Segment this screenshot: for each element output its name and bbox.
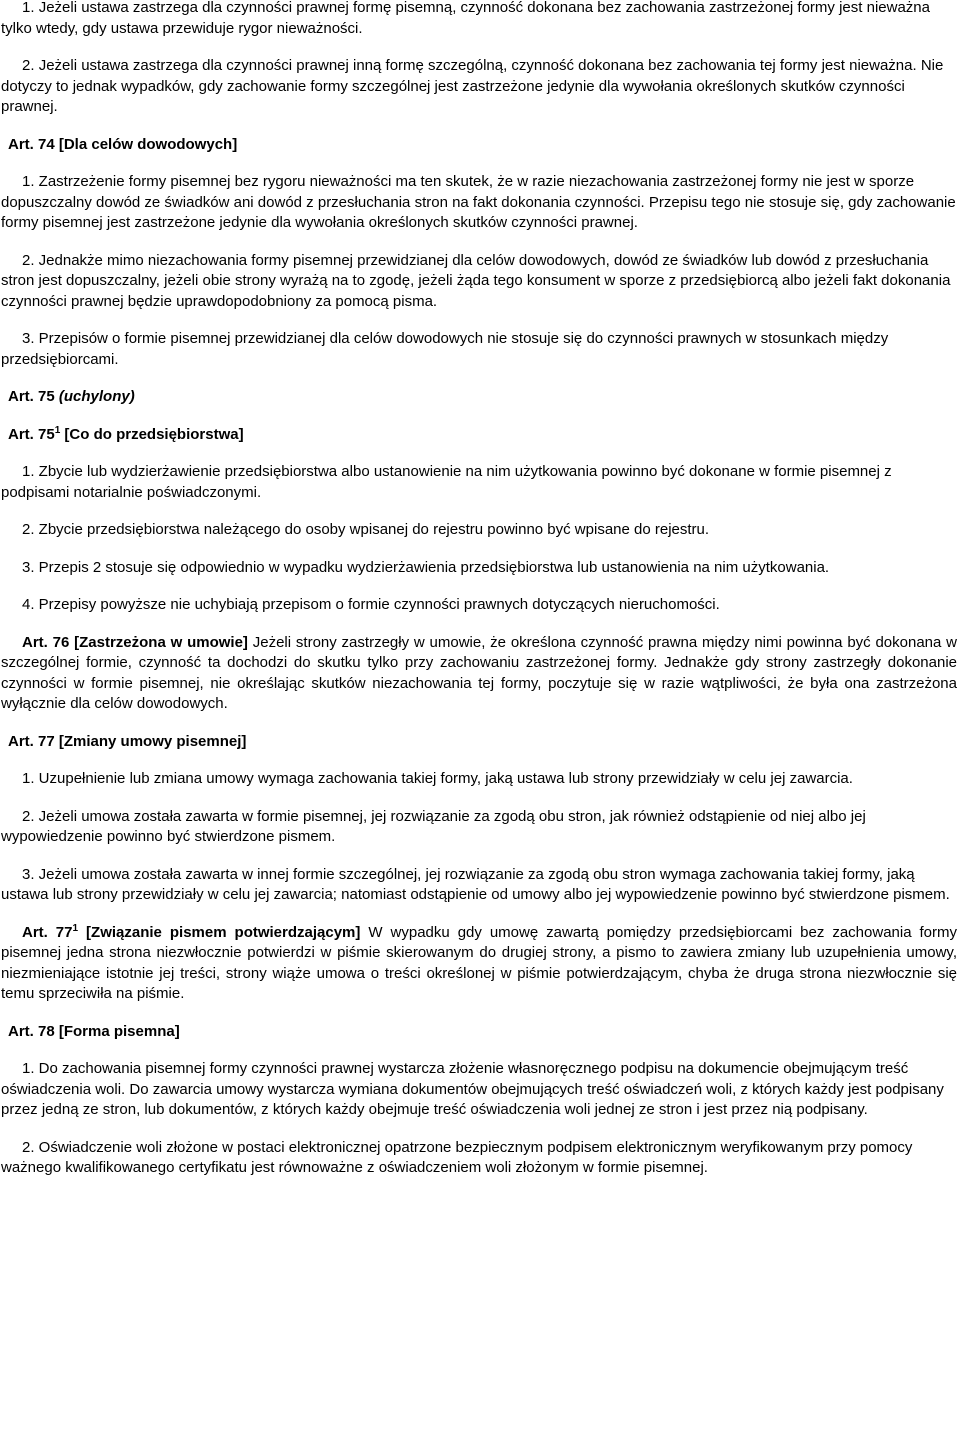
paragraph-text: 2. Oświadczenie woli złożone w postaci elektronicznej opatrzone bezpiecznym podpisem elektronicznym weryfikowanym przy pomocy ważnego kwalifikowanego certyfikatu jest równoważne z oświadczeniem woli złożonym w formie pisemnej. [1, 1138, 913, 1176]
paragraph-text: Jeżeli ustawa zastrzega dla czynności prawnej inną formę szczególną, czynność dokonana bez zachowania tej formy jest nieważna. Nie dotyczy to jednak wypadków, gdy zachowanie formy szczególnej jest zastrzeżone jedynie dla wywołania określonych skutków czynności prawnej. [1, 57, 944, 115]
article-78-paragraph-2 [1, 1138, 957, 1179]
article-75-1-paragraph-4 [1, 595, 957, 616]
article-74-heading: Art. 74 [Dla celów dowodowych] [8, 135, 238, 153]
article-78-paragraph-1 [1, 1059, 957, 1121]
article-74-paragraph-1 [1, 172, 957, 234]
article-label: Art. 75 [8, 425, 55, 443]
article-76-text: Jeżeli strony zastrzegły w umowie, że określona czynność prawna między nimi powinna być dokonana w szczególnej formie, czynność ta dochodzi do skutku tylko przy zachowaniu zastrzeżonej formy. Jednakże gdy strony zastrzegły dokonanie czynności w formie pisemnej, nie określając skutków niezachowania tej formy, poczytuje się w razie wątpliwości, że była ona zastrzeżona wyłącznie dla celów dowodowych. [1, 633, 958, 712]
article-75-1-paragraph-2 [1, 520, 957, 541]
paragraph-text: 2. Zbycie przedsiębiorstwa należącego do osoby wpisanej do rejestru powinno być wpisane do rejestru. [22, 521, 710, 538]
paragraph-text: 2. Jednakże mimo niezachowania formy pisemnej przewidzianej dla celów dowodowych, dowód ze świadków lub dowód z przesłuchania stron jest dopuszczalny, jeżeli obie strony wyrażą na to zgodę, jeżeli żąda tego konsument w sporze z przedsiębiorcą albo jeżeli fakt dokonania czynności prawnej będzie uprawdopodobniony za pomocą pisma. [1, 251, 951, 310]
article-74-paragraph-3 [1, 329, 957, 370]
article-75-heading [1, 387, 957, 408]
article-75-status: (uchylony) [58, 388, 135, 405]
article-75-label: Art. 75 [8, 388, 55, 405]
paragraph-text: Jeżeli ustawa zastrzega dla czynności prawnej formę pisemną, czynność dokonana bez zachowania zastrzeżonej formy jest nieważna tylko wtedy, gdy ustawa przewiduje rygor nieważności. [1, 0, 930, 37]
article-title: [Co do przedsiębiorstwa] [64, 425, 244, 443]
paragraph-text: 3. Przepisów o formie pisemnej przewidzianej dla celów dowodowych nie stosuje się do czynności prawnych w stosunkach między przedsiębiorcami. [1, 330, 889, 368]
paragraph-text: 2. Jeżeli umowa została zawarta w formie pisemnej, jej rozwiązanie za zgodą obu stron, jak również odstąpienie od niej albo jej wypowiedzenie powinno być stwierdzone pismem. [1, 807, 866, 845]
paragraph-text: 1. Zbycie lub wydzierżawienie przedsiębiorstwa albo ustanowienie na nim użytkowania powinno być dokonane w formie pisemnej z podpisami notarialnie poświadczonymi. [1, 463, 892, 501]
article-label: Art. 77 [22, 923, 73, 941]
article-77-1 [1, 923, 957, 1005]
paragraph-2 [1, 56, 957, 118]
article-title: [Związanie pismem potwierdzającym] [86, 923, 361, 941]
article-77-1-text: W wypadku gdy umowę zawartą pomiędzy przedsiębiorcami bez zachowania formy pisemnej jedna strona niezwłocznie potwierdzi w piśmie skierowanym do drugiej strony, a pismo to zawiera zmiany lub uzupełnienia umowy, niezmieniające istotnie jej treści, strony wiąże umowa o treści określonej w piśmie potwierdzającym, chyba że druga strona niezwłocznie się temu sprzeciwiła na piśmie. [1, 923, 958, 1002]
paragraph-number: 1. [22, 0, 35, 16]
article-76 [1, 633, 957, 715]
paragraph-text: 1. Do zachowania pisemnej formy czynności prawnej wystarcza złożenie własnoręcznego podpisu na dokumencie obejmującym treść oświadczenia woli. Do zawarcia umowy wystarcza wymiana dokumentów obejmujących treść oświadczeń woli, z których każdy jest podpisany przez jedną ze stron, lub dokumentów, z których każdy obejmuje treść oświadczenia woli jednej ze stron i jest przez nią podpisany. [1, 1060, 944, 1118]
paragraph-text: 3. Przepis 2 stosuje się odpowiednio w wypadku wydzierżawienia przedsiębiorstwa lub ustanowienia na nim użytkowania. [22, 558, 830, 576]
article-75-1-paragraph-1 [1, 462, 957, 503]
document-page [1, 0, 957, 1196]
paragraph-number: 2. [22, 57, 35, 74]
article-77-paragraph-1 [1, 769, 957, 790]
article-superscript: 1 [72, 922, 79, 934]
article-superscript: 1 [54, 424, 61, 436]
paragraph-text: 3. Jeżeli umowa została zawarta w innej formie szczególnej, jej rozwiązanie za zgodą obu stron wymaga zachowania takiej formy, jaką ustawa lub strony przewidziały w celu jej zawarcia; natomiast odstąpienie od umowy albo jej wypowiedzenie powinno być stwierdzone pismem. [1, 865, 950, 903]
article-74-paragraph-2 [1, 251, 957, 313]
paragraph-text: 1. Uzupełnienie lub zmiana umowy wymaga zachowania takiej formy, jaką ustawa lub strony przewidziały w celu jej zawarcia. [22, 770, 853, 787]
paragraph-text: 1. Zastrzeżenie formy pisemnej bez rygoru nieważności ma ten skutek, że w razie niezachowania zastrzeżonej formy nie jest w sporze dopuszczalny dowód ze świadków ani dowód z przesłuchania stron na fakt dokonania czynności. Przepisu tego nie stosuje się, gdy zachowanie formy pisemnej jest zastrzeżone jedynie dla wywołania określonych skutków czynności prawnej. [1, 173, 956, 231]
article-75-1-heading [1, 425, 957, 446]
article-77-heading: Art. 77 [Zmiany umowy pisemnej] [8, 732, 247, 750]
article-77-paragraph-2 [1, 807, 957, 848]
article-75-1-paragraph-3 [1, 558, 957, 579]
article-78-heading: Art. 78 [Forma pisemna] [8, 1022, 180, 1040]
article-77-1-heading [22, 924, 360, 941]
article-77-paragraph-3 [1, 865, 957, 906]
article-76-heading: Art. 76 [Zastrzeżona w umowie] [22, 633, 248, 651]
paragraph-1 [1, 0, 957, 39]
paragraph-text: 4. Przepisy powyższe nie uchybiają przepisom o formie czynności prawnych dotyczących nieruchomości. [22, 596, 720, 613]
